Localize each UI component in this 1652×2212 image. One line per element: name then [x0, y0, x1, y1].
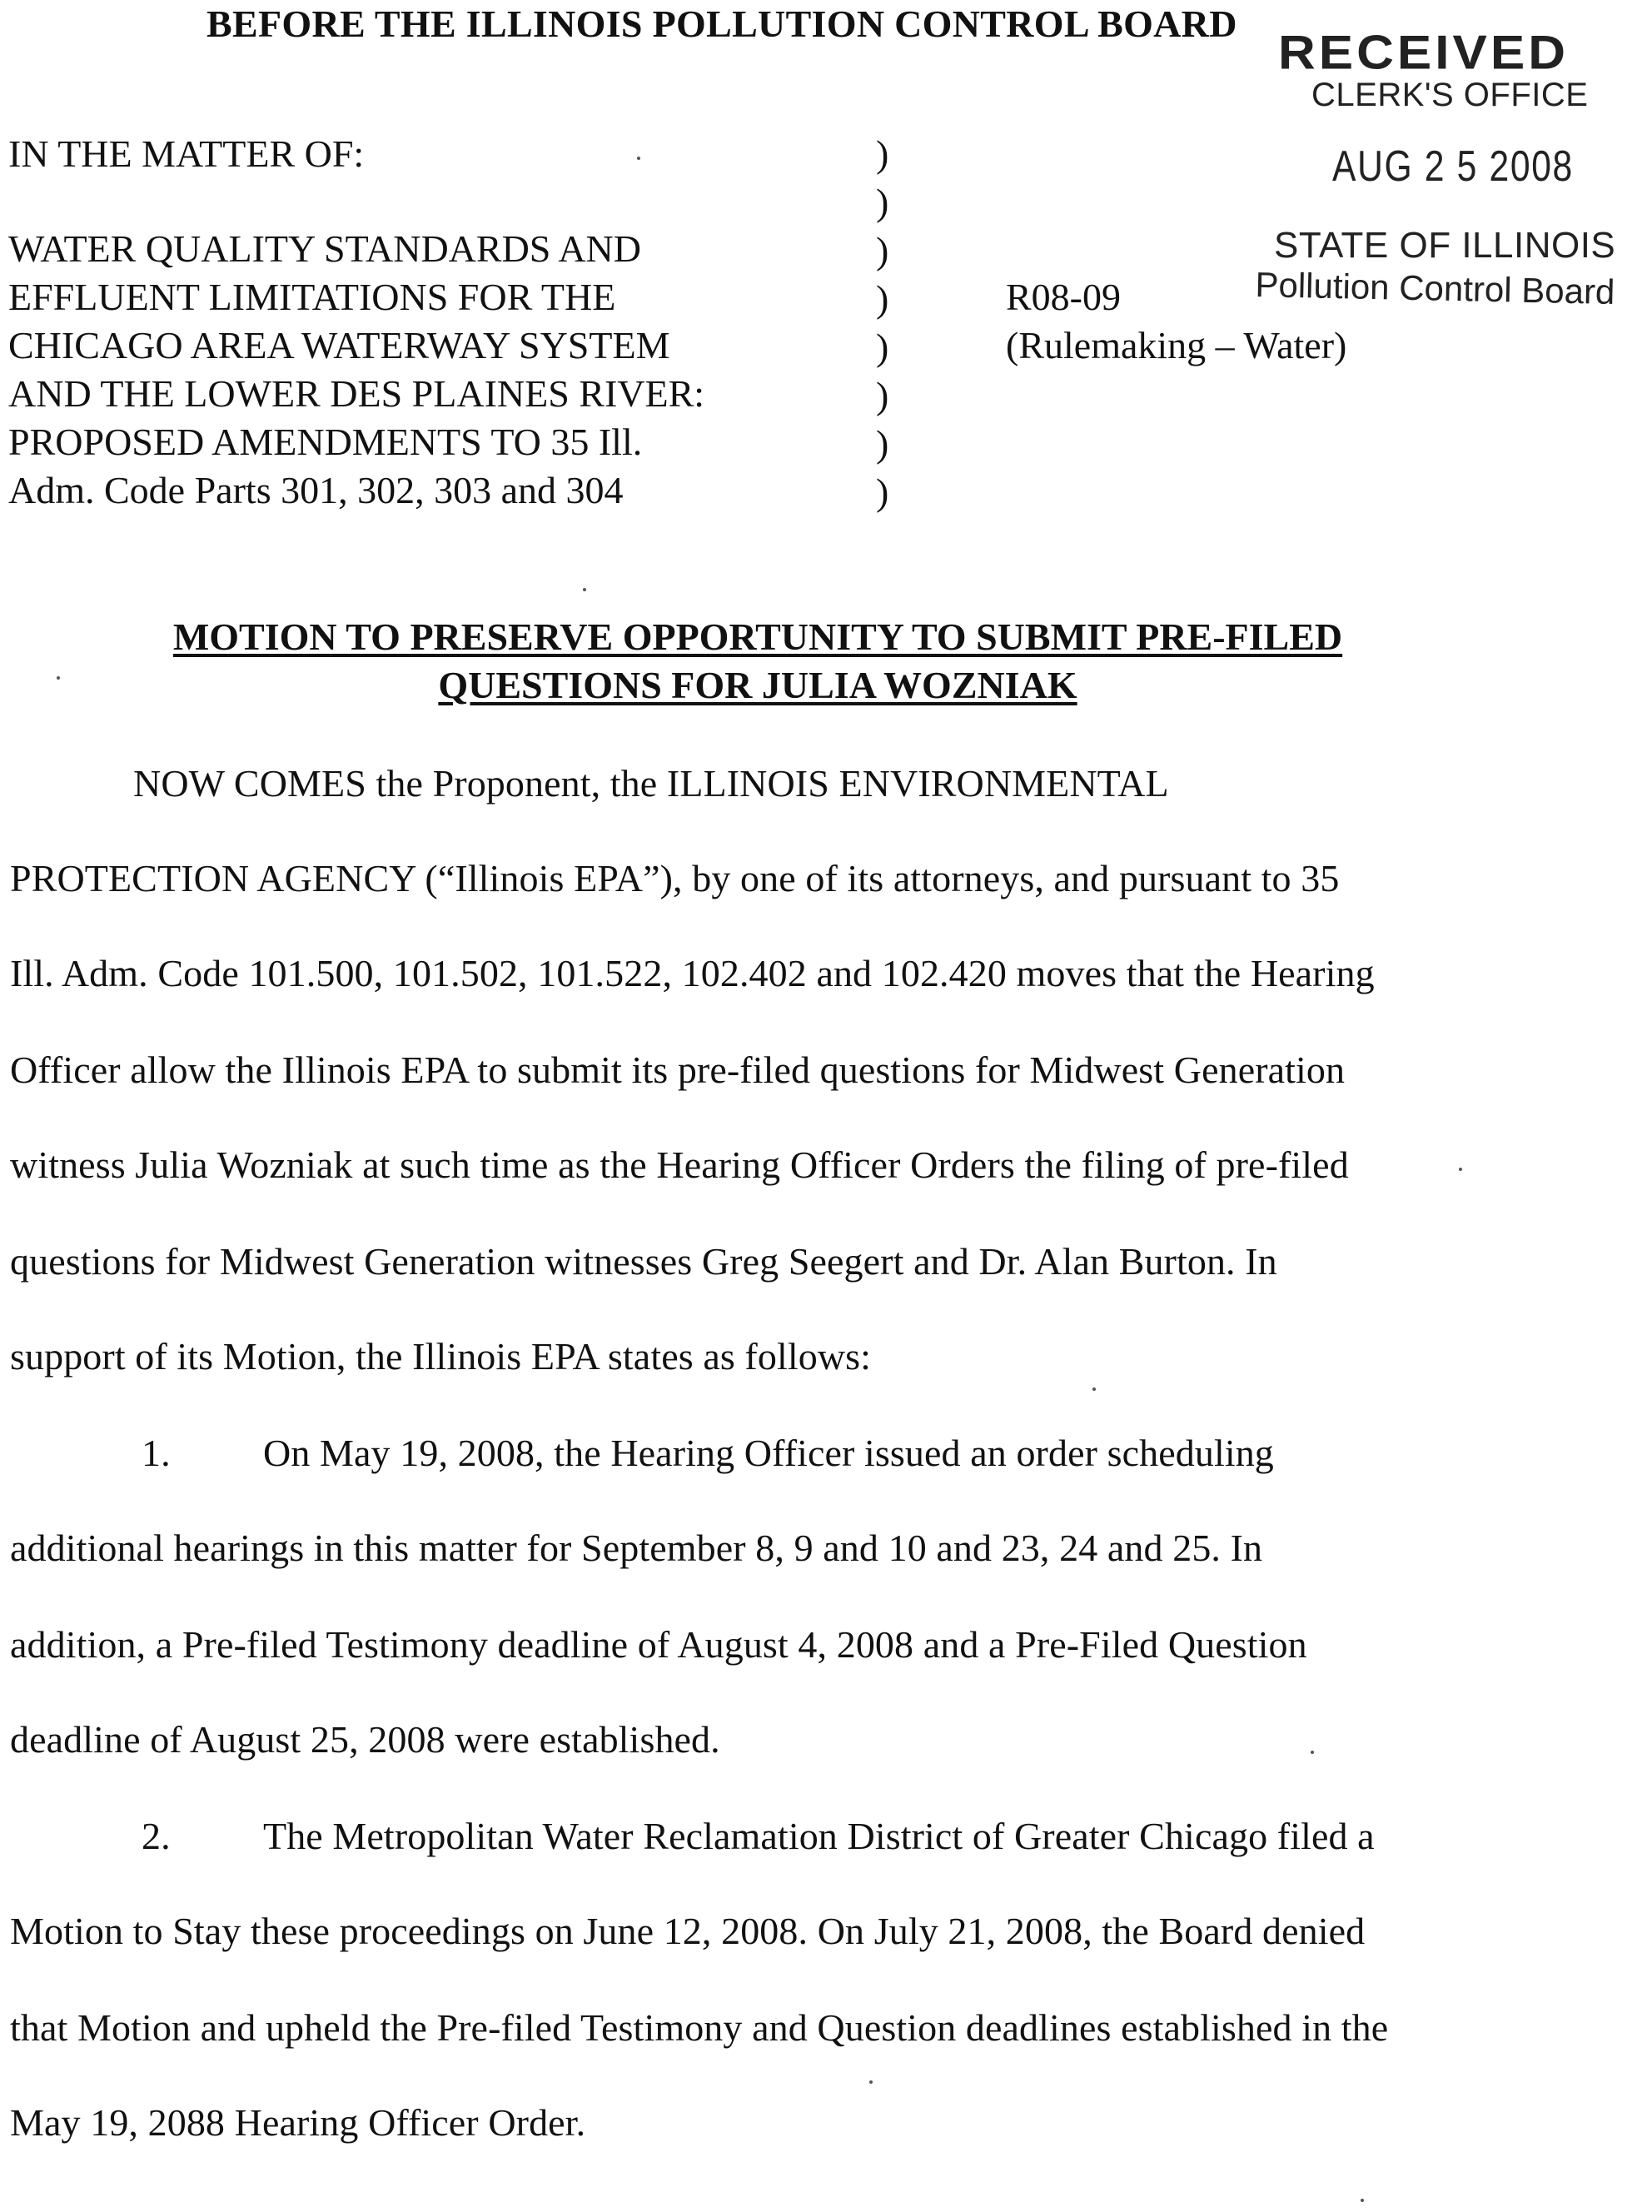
caption-paren: ) — [876, 374, 889, 416]
received-stamp-date: AUG 2 5 2008 — [1332, 142, 1574, 191]
motion-title-line-1: MOTION TO PRESERVE OPPORTUNITY TO SUBMIT PRE-FILED — [172, 615, 1343, 658]
intro-line: questions for Midwest Generation witnesses Greg Seegert and Dr. Alan Burton. In — [10, 1240, 1277, 1283]
board-title: BEFORE THE ILLINOIS POLLUTION CONTROL BOARD — [206, 2, 1237, 45]
case-type: (Rulemaking – Water) — [1006, 324, 1347, 366]
caption-matter-of: IN THE MATTER OF: — [8, 132, 365, 175]
received-stamp-state: STATE OF ILLINOIS — [1274, 225, 1616, 266]
case-number: R08-09 — [1006, 276, 1121, 318]
caption-line: PROPOSED AMENDMENTS TO 35 Ill. — [8, 421, 643, 463]
scan-speck — [57, 676, 60, 680]
paragraph-2-line: The Metropolitan Water Reclamation District of Greater Chicago filed a — [263, 1815, 1375, 1857]
received-stamp-clerk: CLERK'S OFFICE — [1311, 77, 1589, 113]
scan-speck — [583, 588, 586, 591]
paragraph-1-line: On May 19, 2008, the Hearing Officer issued an order scheduling — [263, 1432, 1274, 1474]
caption-paren: ) — [876, 229, 889, 272]
received-stamp-board: Pollution Control Board — [1255, 265, 1615, 312]
caption-line: EFFLUENT LIMITATIONS FOR THE — [8, 276, 616, 318]
intro-line: support of its Motion, the Illinois EPA states as follows: — [10, 1335, 872, 1378]
scan-speck — [1092, 1387, 1096, 1391]
paragraph-1-line: deadline of August 25, 2008 were established. — [10, 1718, 720, 1761]
scan-speck — [869, 2080, 873, 2084]
paragraph-2-line: that Motion and upheld the Pre-filed Testimony and Question deadlines established in the — [10, 2006, 1389, 2049]
received-stamp-title: RECEIVED — [1278, 26, 1569, 80]
scan-speck — [1361, 2199, 1364, 2202]
paragraph-2-line: May 19, 2088 Hearing Officer Order. — [10, 2101, 586, 2144]
caption-paren: ) — [876, 181, 889, 223]
paragraph-2-line: Motion to Stay these proceedings on June 12, 2008. On July 21, 2008, the Board denied — [10, 1910, 1366, 1952]
paragraph-1-number: 1. — [142, 1432, 171, 1474]
paragraph-2-number: 2. — [142, 1815, 171, 1857]
caption-line: AND THE LOWER DES PLAINES RIVER: — [8, 372, 705, 415]
caption-paren: ) — [876, 422, 889, 465]
caption-paren: ) — [876, 326, 889, 368]
caption-paren: ) — [876, 471, 889, 513]
scan-speck — [1311, 1751, 1314, 1754]
intro-line: Officer allow the Illinois EPA to submit its pre-filed questions for Midwest Generation — [10, 1049, 1346, 1091]
intro-line: NOW COMES the Proponent, the ILLINOIS ENVIRONMENTAL — [133, 762, 1169, 805]
motion-title-line-2: QUESTIONS FOR JULIA WOZNIAK — [438, 664, 1077, 706]
paragraph-1-line: addition, a Pre-filed Testimony deadline of August 4, 2008 and a Pre-Filed Question — [10, 1623, 1307, 1666]
intro-line: PROTECTION AGENCY (“Illinois EPA”), by one of its attorneys, and pursuant to 35 — [10, 857, 1340, 899]
caption-title-block — [8, 225, 704, 515]
intro-line: Ill. Adm. Code 101.500, 101.502, 101.522, 102.402 and 102.420 moves that the Hearing — [10, 952, 1375, 994]
caption-line: Adm. Code Parts 301, 302, 303 and 304 — [8, 469, 624, 511]
caption-line: WATER QUALITY STANDARDS AND — [8, 227, 641, 270]
caption-paren: ) — [876, 277, 889, 320]
scan-speck — [637, 157, 640, 160]
caption-parentheses — [876, 130, 888, 516]
intro-line: witness Julia Wozniak at such time as the Hearing Officer Orders the filing of pre-filed — [10, 1143, 1349, 1186]
caption-line: CHICAGO AREA WATERWAY SYSTEM — [8, 324, 670, 366]
paragraph-1-line: additional hearings in this matter for September 8, 9 and 10 and 23, 24 and 25. In — [10, 1527, 1263, 1569]
scan-speck — [1459, 1168, 1462, 1171]
caption-paren: ) — [876, 132, 889, 175]
